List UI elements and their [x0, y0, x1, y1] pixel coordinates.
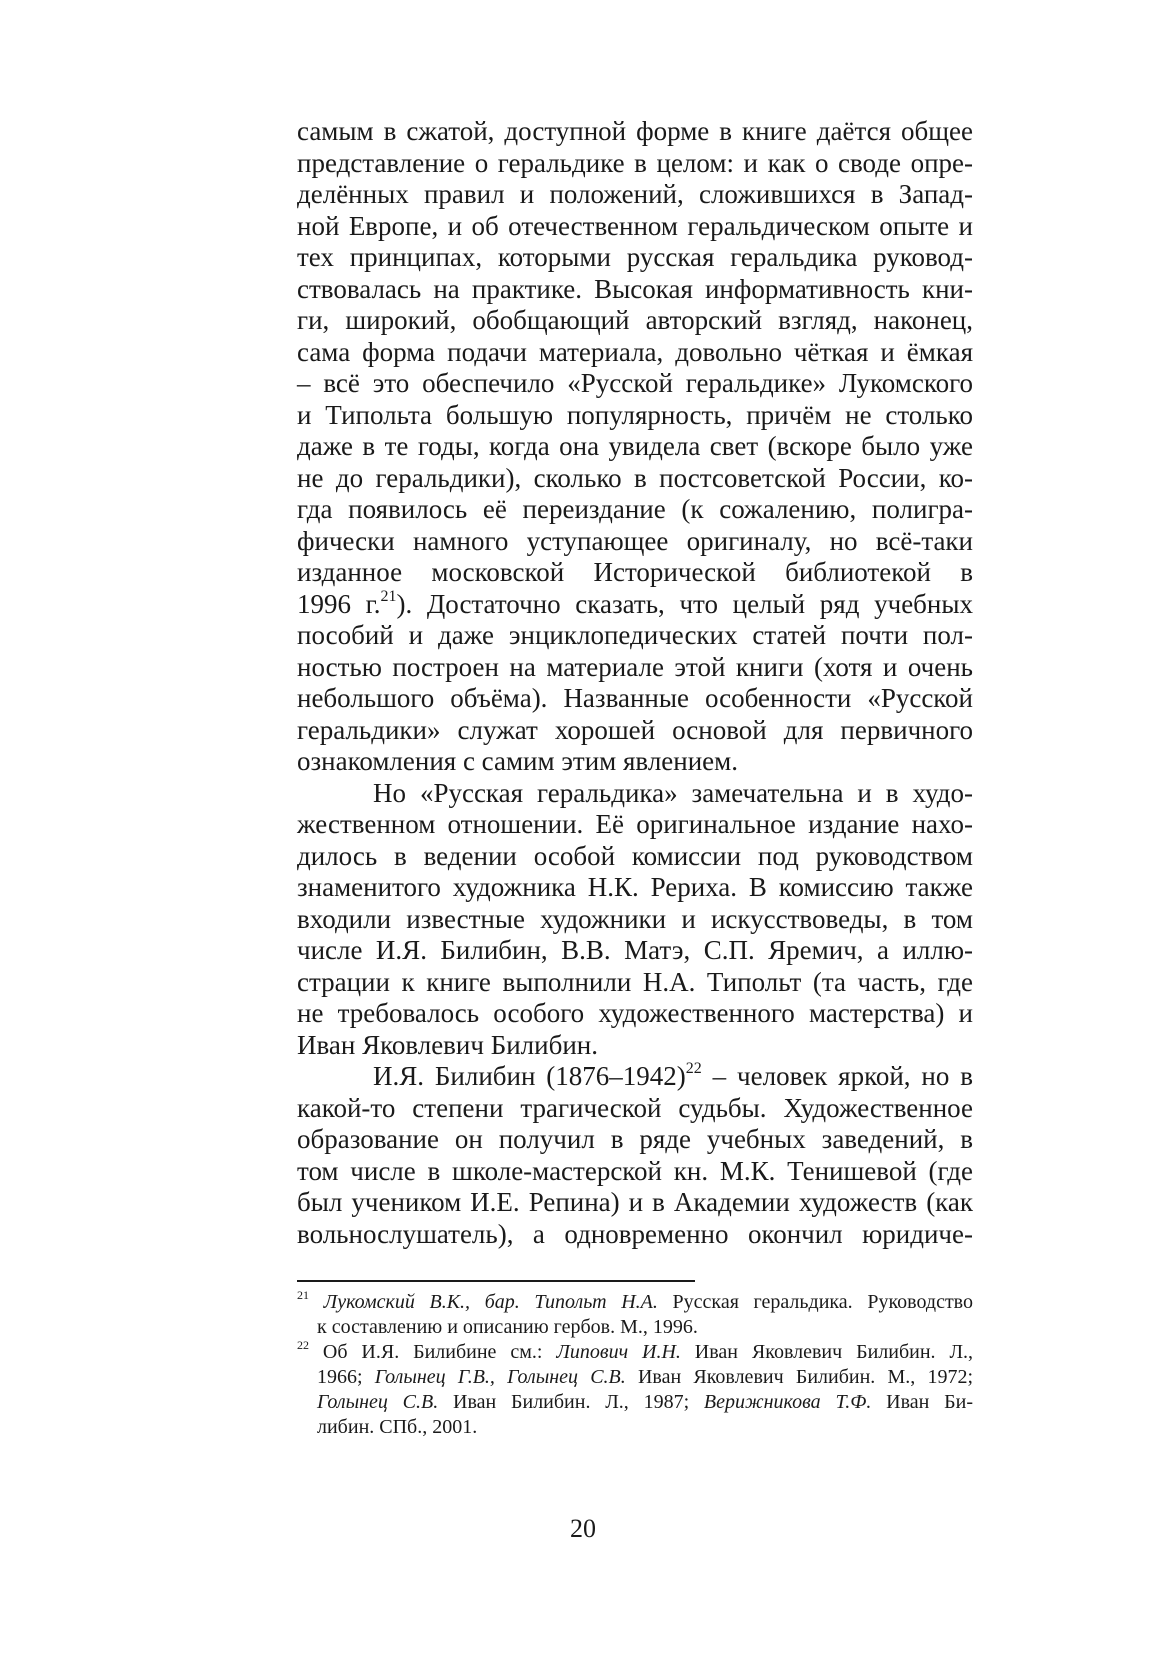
- footnote-line: [297, 1340, 973, 1365]
- text-line: делённых правил и положений, сложившихся в Запад-: [297, 179, 973, 209]
- text-line: числе И.Я. Билибин, В.В. Матэ, С.П. Яремич, а иллю-: [297, 935, 973, 965]
- page-number: 20: [570, 1514, 596, 1543]
- text-line: сама форма подачи материала, довольно чёткая и ёмкая: [297, 336, 973, 367]
- text-line: входили известные художники и искусствоведы, в том: [297, 903, 973, 934]
- text-segment: – человек яркой, но в: [701, 1061, 973, 1091]
- text-line: ознакомления с самим этим явлением.: [297, 746, 739, 776]
- author-name: Липович И.Н.: [556, 1341, 681, 1363]
- text-line: знаменитого художника Н.К. Рериха. В комиссию также: [297, 872, 973, 902]
- footnote-text: Иван Яковлевич Билибин. М., 1972;: [625, 1366, 973, 1388]
- footnote-reference[interactable]: 21: [380, 587, 397, 605]
- text-line: Но «Русская геральдика» замечательна и в худо-: [373, 777, 973, 808]
- text-line: образование он получил в ряде учебных заведений, в: [297, 1124, 973, 1154]
- footnote-text: Иван Би-: [871, 1391, 973, 1413]
- text-line: ной Европе, и об отечественном геральдическом опыте и: [297, 210, 973, 241]
- text-segment: И.Я. Билибин (1876–1942): [373, 1061, 686, 1091]
- text-line: и Типольта большую популярность, причём не столько: [297, 399, 973, 430]
- text-line: небольшого объёма). Названные особенности «Русской: [297, 683, 973, 713]
- text-line: изданное московской Исторической библиотекой в: [297, 557, 973, 587]
- text-line: гда появилось её переиздание (к сожалению, полигра-: [297, 494, 973, 524]
- text-segment: 1996 г.: [297, 588, 381, 619]
- text-line: [297, 1061, 973, 1093]
- author-name: Лукомский В.К., бар. Типольт Н.А.: [323, 1291, 658, 1313]
- main-text: [297, 116, 973, 1250]
- text-line: был учеником И.Е. Репина) и в Академии художеств (как: [297, 1187, 973, 1217]
- footnote-number: 22: [297, 1338, 309, 1353]
- footnote-text: Иван Яковлевич Билибин. Л.,: [680, 1341, 974, 1363]
- text-line: вольнослушатель), а одновременно окончил юридиче-: [297, 1218, 973, 1249]
- footnote-line: [297, 1315, 973, 1340]
- author-name: Голынец С.В.: [317, 1391, 439, 1413]
- footnote-text: к составлению и описанию гербов. М., 1996.: [317, 1316, 698, 1338]
- author-name: Голынец Г.В., Голынец С.В.: [374, 1366, 626, 1388]
- footnote-text: 1966;: [317, 1366, 375, 1388]
- footnote-line: [297, 1290, 973, 1315]
- text-line: страции к книге выполнили Н.А. Типольт (та часть, где: [297, 966, 973, 997]
- footnote-text: либин. СПб., 2001.: [317, 1416, 478, 1438]
- text-line: ствовалась на практике. Высокая информативность кни-: [297, 273, 973, 304]
- text-line: тех принципах, которыми русская геральдика руковод-: [297, 242, 973, 272]
- footnote-number: 21: [297, 1288, 309, 1303]
- footnote-text: Русская геральдика. Руководство: [657, 1291, 973, 1313]
- text-line: том числе в школе-мастерской кн. М.К. Тенишевой (где: [297, 1155, 973, 1186]
- text-line: [297, 589, 973, 621]
- text-line: даже в те годы, когда она увидела свет (вскоре было уже: [297, 431, 973, 461]
- author-name: Верижникова Т.Ф.: [703, 1391, 872, 1413]
- footnote-reference[interactable]: 22: [685, 1060, 702, 1077]
- text-line: самым в сжатой, доступной форме в книге даётся общее: [297, 116, 973, 146]
- footnote-separator: [297, 1280, 695, 1282]
- footnote-text: Иван Билибин. Л., 1987;: [438, 1391, 704, 1413]
- text-line: представление о геральдике в целом: и как о своде опре-: [297, 147, 973, 178]
- text-segment: ). Достаточно сказать, что целый ряд учебных: [396, 588, 974, 619]
- text-line: дилось в ведении особой комиссии под руководством: [297, 840, 973, 871]
- text-line: фически намного уступающее оригиналу, но всё-таки: [297, 525, 973, 556]
- text-line: Иван Яковлевич Билибин.: [297, 1029, 598, 1060]
- footnote-line: [297, 1415, 973, 1440]
- footnote-line: [297, 1365, 973, 1390]
- text-line: какой-то степени трагической судьбы. Художественное: [297, 1092, 973, 1123]
- footnote-line: [297, 1390, 973, 1415]
- text-line: геральдики» служат хорошей основой для первичного: [297, 714, 973, 745]
- text-line: не требовалось особого художественного мастерства) и: [297, 998, 973, 1028]
- footnotes: [297, 1290, 973, 1440]
- text-line: ностью построен на материале этой книги (хотя и очень: [297, 651, 973, 682]
- text-line: жественном отношении. Её оригинальное издание нахо-: [297, 809, 973, 839]
- text-line: ги, широкий, обобщающий авторский взгляд, наконец,: [297, 305, 973, 335]
- footnote-text: Об И.Я. Билибине см.:: [322, 1341, 557, 1363]
- text-line: не до геральдики), сколько в постсоветской России, ко-: [297, 462, 973, 493]
- text-line: пособий и даже энциклопедических статей почти пол-: [297, 620, 973, 650]
- text-line: – всё это обеспечило «Русской геральдике» Лукомского: [297, 368, 973, 398]
